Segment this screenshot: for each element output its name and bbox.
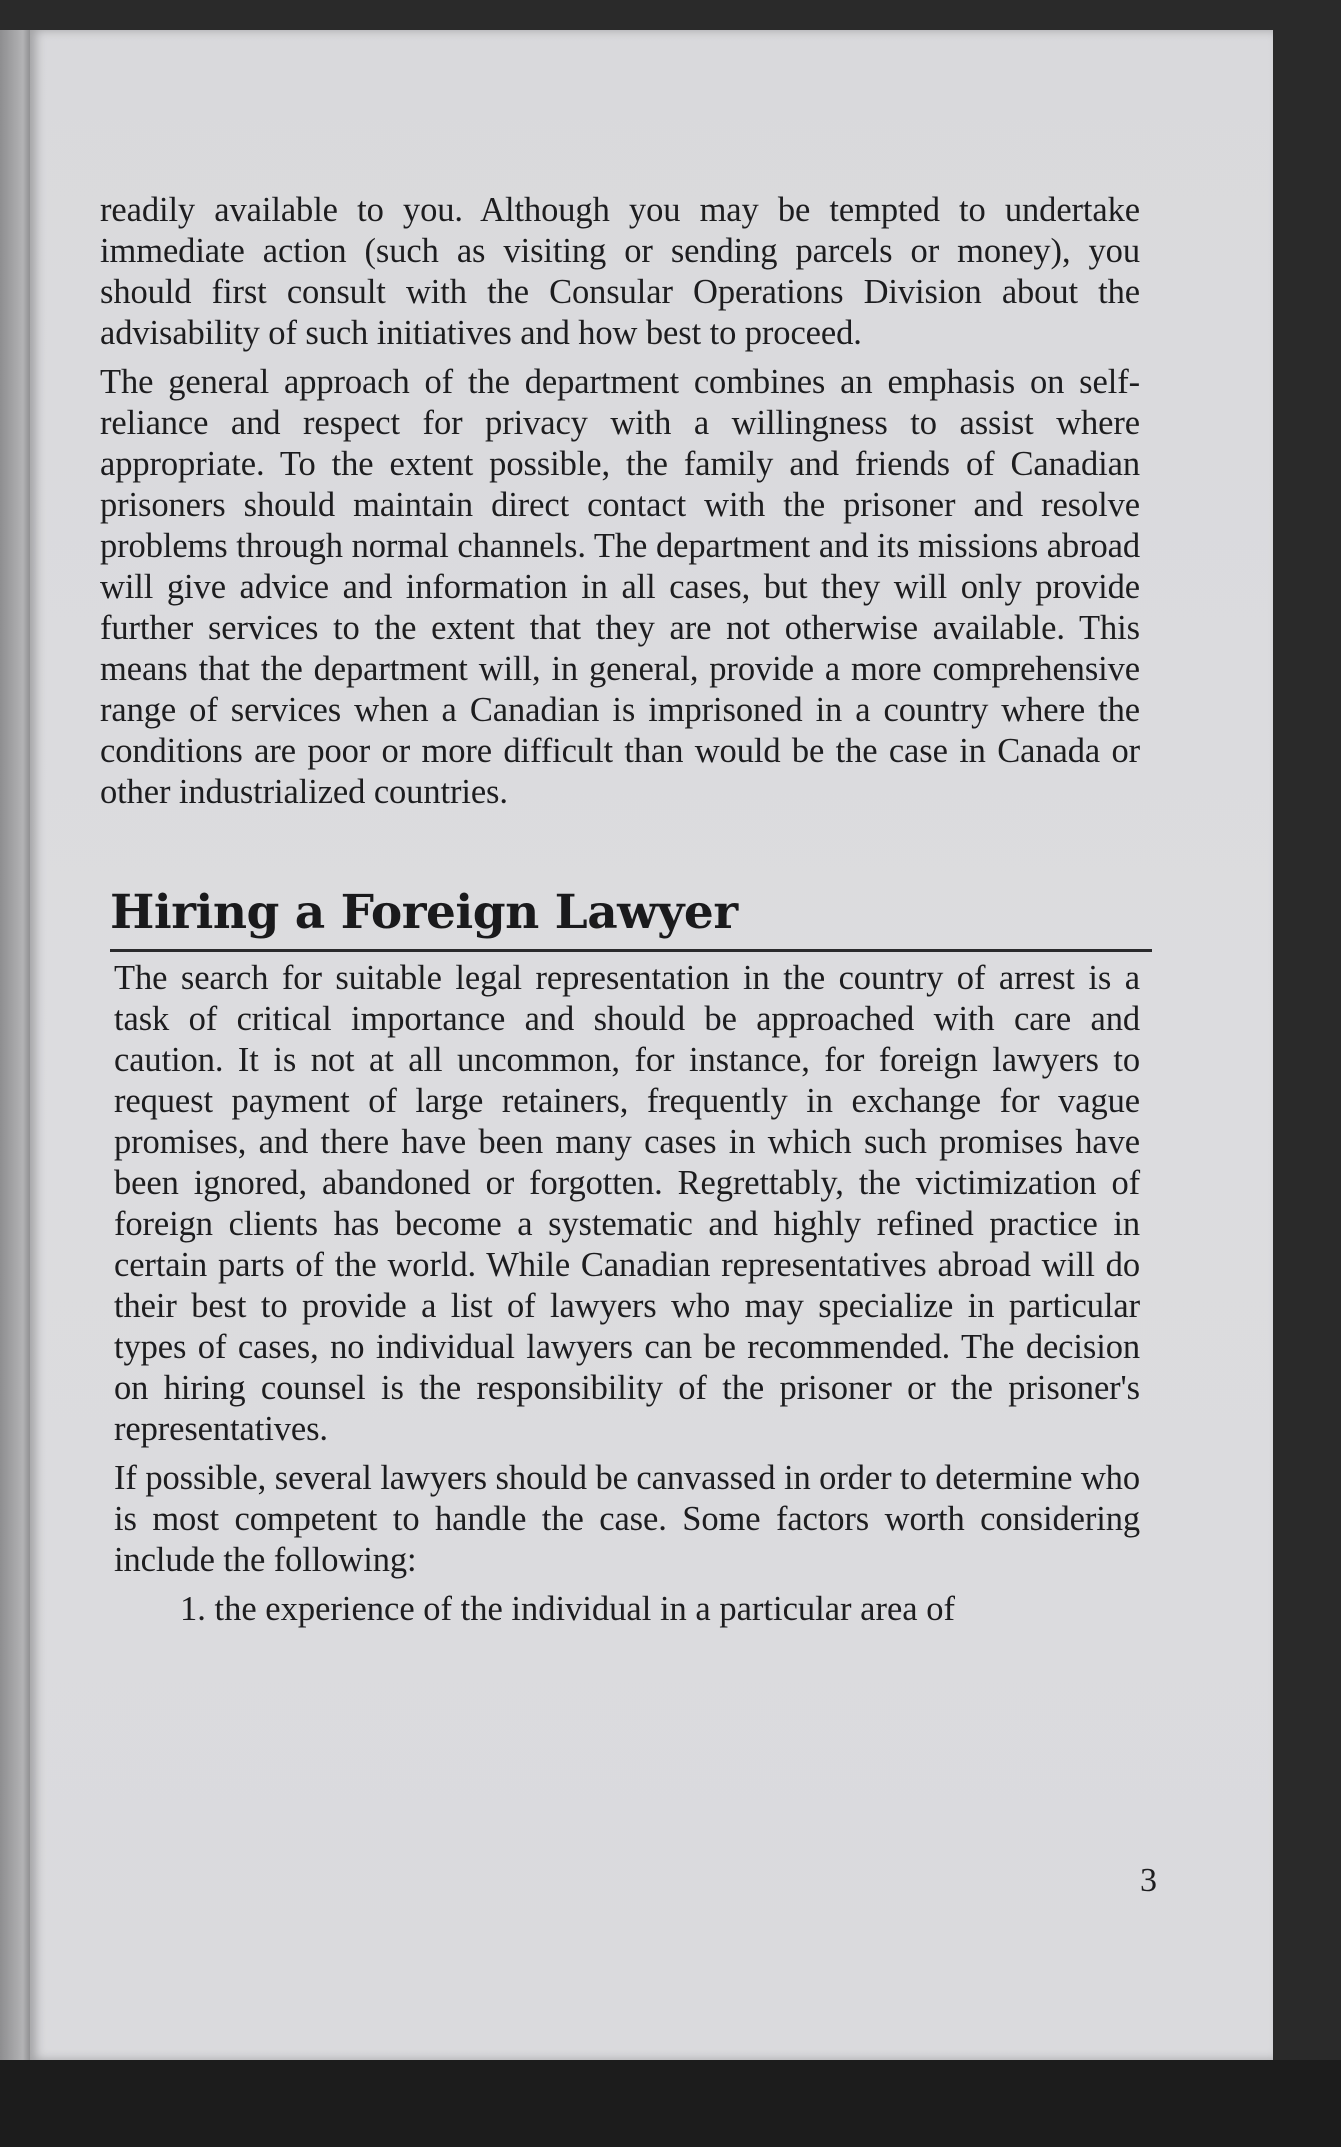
paragraph-canvass-lawyers: If possible, several lawyers should be canvassed in order to determine who is most competent to handle the case. Some factors worth considering include the following: <box>114 1459 1140 1579</box>
heading-rule <box>110 949 1152 952</box>
paragraph-continuation: readily available to you. Although you may be tempted to undertake immediate action (such as visiting or sending parcels or money), you should first consult with the Consular Operations Division about the advisability of such initiatives and how best to proceed. <box>100 191 1140 352</box>
paragraph-legal-representation: The search for suitable legal representation in the country of arrest is a task of critical importance and should be approached with care and caution. It is not at all uncommon, for instance, for foreign lawyers to request payment of large retainers, frequently in exchange for vague promises, and there have been many cases in which such promises have been ignored, abandoned or forgotten. Regrettably, the victimization of foreign clients has become a systematic and highly refined practice in certain parts of the world. While Canadian representatives abroad will do their best to provide a list of lawyers who may specialize in particular types of cases, no individual lawyers can be recommended. The decision on hiring counsel is the responsibility of the prisoner or the prisoner's representatives. <box>114 959 1140 1448</box>
page-content <box>100 190 1140 1630</box>
background-shadow <box>0 2060 1341 2147</box>
list-item-1: 1. the experience of the individual in a particular area of <box>180 1590 955 1628</box>
paragraph-general-approach: The general approach of the department combines an emphasis on self-reliance and respect for privacy with a willingness to assist where appropriate. To the extent possible, the family and friends of Canadian prisoners should maintain direct contact with the prisoner and resolve problems through normal channels. The department and its missions abroad will give advice and information in all cases, but they will only provide further services to the extent that they are not otherwise available. This means that the department will, in general, provide a more comprehensive range of services when a Canadian is imprisoned in a country where the conditions are poor or more difficult than would be the case in Canada or other industrialized countries. <box>100 363 1140 811</box>
page-number: 3 <box>1140 1862 1157 1899</box>
section-body <box>114 958 1140 1630</box>
section-heading: Hiring a Foreign Lawyer <box>110 885 738 940</box>
